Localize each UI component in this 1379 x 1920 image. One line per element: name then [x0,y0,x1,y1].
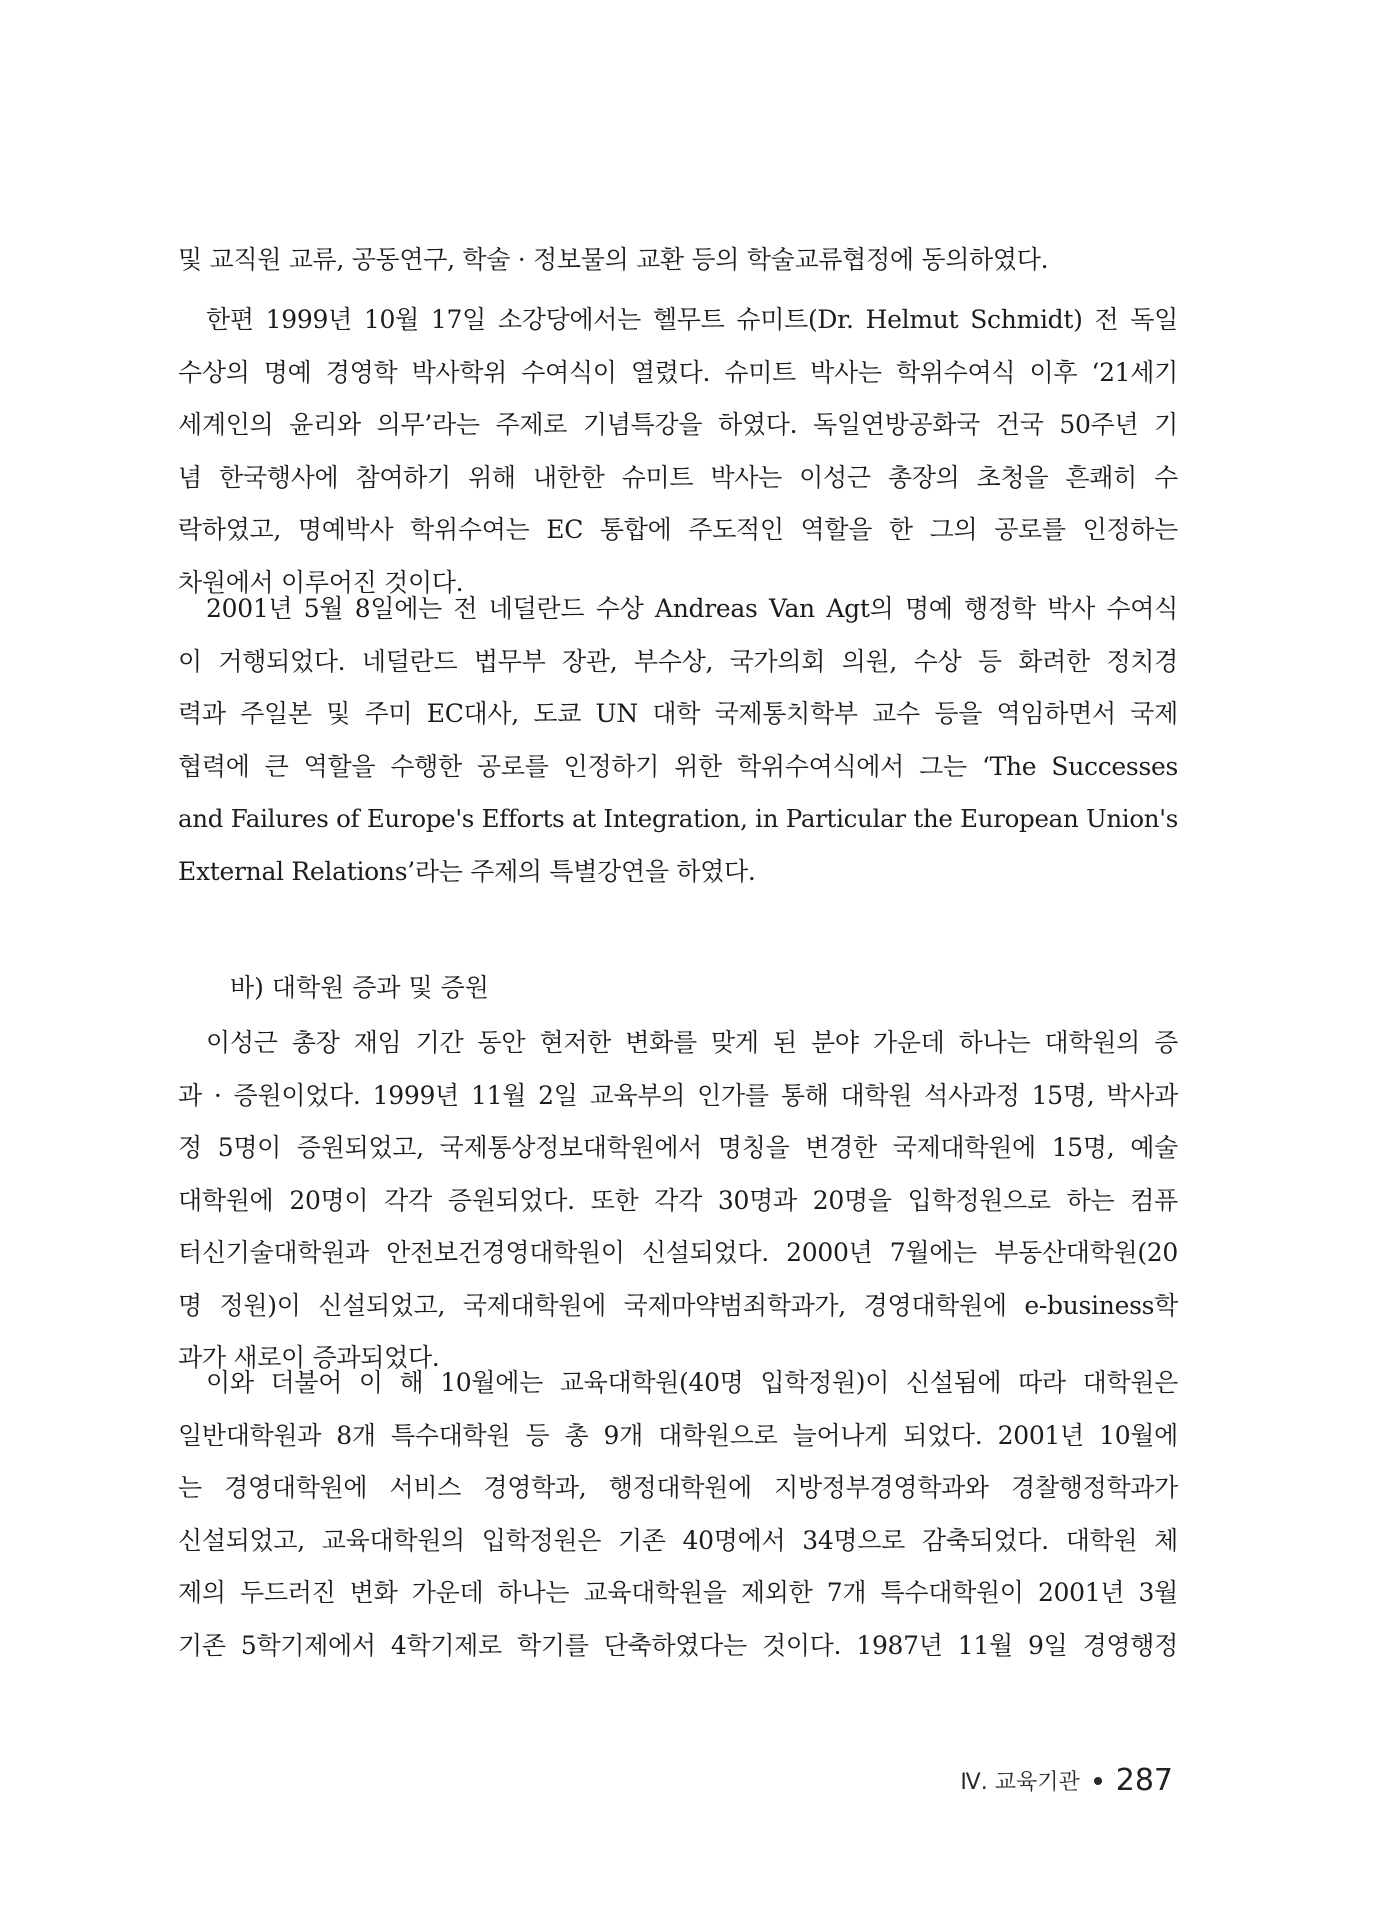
text-line: 협력에 큰 역할을 수행한 공로를 인정하기 위한 학위수여식에서 그는 ‘The Successes [178,751,1178,781]
text-line: 력과 주일본 및 주미 EC대사, 도쿄 UN 대학 국제통치학부 교수 등을 역임하면서 국제 [178,699,1178,728]
text-line: External Relations’라는 주제의 특별강연을 하였다. [178,856,756,886]
paragraph-van-agt-degree [178,583,1178,898]
paragraph-graduate-expansion [178,1017,1178,1385]
text-line: 락하였고, 명예박사 학위수여는 EC 통합에 주도적인 역할을 한 그의 공로를 인정하는 [178,515,1178,544]
text-line: 과 · 증원이었다. 1999년 11월 2일 교육부의 인가를 통해 대학원 석사과정 15명, 박사과 [178,1080,1178,1110]
text-line: 대학원에 20명이 각각 증원되었다. 또한 각각 30명과 20명을 입학정원으로 하는 컴퓨 [178,1185,1178,1215]
text-line: 및 교직원 교류, 공동연구, 학술 · 정보물의 교환 등의 학술교류협정에 동의하였다. [178,245,1049,274]
text-line: 제의 두드러진 변화 가운데 하나는 교육대학원을 제외한 7개 특수대학원이 2001년 3월 [178,1578,1178,1607]
text-line: 터신기술대학원과 안전보건경영대학원이 신설되었다. 2000년 7월에는 부동산대학원(20 [178,1238,1178,1267]
text-line: 는 경영대학원에 서비스 경영학과, 행정대학원에 지방정부경영학과와 경찰행정학과가 [178,1473,1178,1502]
text-line: 일반대학원과 8개 특수대학원 등 총 9개 대학원으로 늘어나게 되었다. 2001년 10월에 [178,1420,1178,1450]
text-line: 수상의 명예 경영학 박사학위 수여식이 열렸다. 슈미트 박사는 학위수여식 이후 ‘21세기 [178,357,1178,387]
paragraph-graduate-restructuring [178,1357,1178,1672]
section-heading: 바) 대학원 증과 및 증원 [230,973,489,1002]
text-line: 이와 더불어 이 해 10월에는 교육대학원(40명 입학정원)이 신설됨에 따라 대학원은 [206,1368,1178,1397]
text-line: 2001년 5월 8일에는 전 네덜란드 수상 Andreas Van Agt의 명예 행정학 박사 수여식 [206,594,1178,623]
text-line: 기존 5학기제에서 4학기제로 학기를 단축하였다는 것이다. 1987년 11월 9일 경영행정 [178,1630,1178,1660]
page-footer [960,1763,1173,1798]
page-number: 287 [1115,1763,1173,1798]
text-line: 차원에서 이루어진 것이다. [178,567,464,597]
text-line: 이 거행되었다. 네덜란드 법무부 장관, 부수상, 국가의회 의원, 수상 등 화려한 정치경 [178,646,1178,676]
text-line: 명 정원)이 신설되었고, 국제대학원에 국제마약범죄학과가, 경영대학원에 e-business학 [178,1290,1178,1320]
footer-section-label: Ⅳ. 교육기관 [960,1770,1080,1795]
paragraph-schmidt-degree [178,294,1178,609]
text-line: 신설되었고, 교육대학원의 입학정원은 기존 40명에서 34명으로 감축되었다. 대학원 체 [178,1525,1178,1555]
text-line: 세계인의 윤리와 의무’라는 주제로 기념특강을 하였다. 독일연방공화국 건국 50주년 기 [178,410,1178,439]
text-line: 념 한국행사에 참여하기 위해 내한한 슈미트 박사는 이성근 총장의 초청을 흔쾌히 수 [178,462,1178,492]
text-line: 이성근 총장 재임 기간 동안 현저한 변화를 맞게 된 분야 가운데 하나는 대학원의 증 [206,1028,1178,1057]
text-line: 과가 새로이 증과되었다. [178,1343,440,1372]
bullet-separator-icon [1094,1777,1102,1785]
text-line: 한편 1999년 10월 17일 소강당에서는 헬무트 슈미트(Dr. Helmut Schmidt) 전 독일 [206,305,1178,334]
paragraph-exchange-agreement [178,234,1178,287]
text-line: 정 5명이 증원되었고, 국제통상정보대학원에서 명칭을 변경한 국제대학원에 15명, 예술 [178,1133,1178,1162]
text-line: and Failures of Europe's Efforts at Integration, in Particular the European Union's [178,804,1178,833]
